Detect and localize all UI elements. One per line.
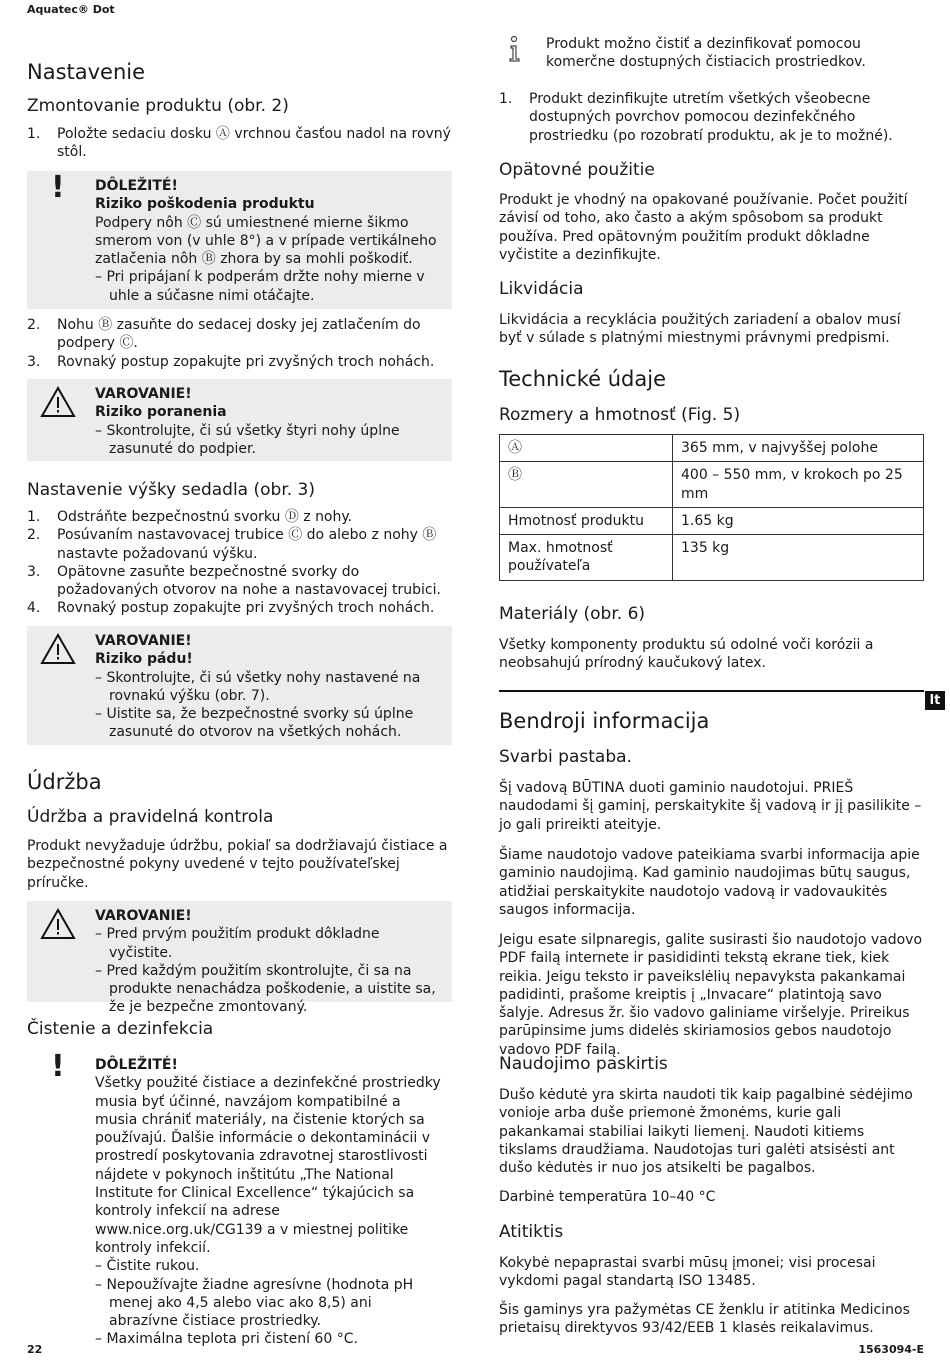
table-cell-label: Hmotnosť produktu — [500, 507, 673, 534]
notice-bullet: – Maximálna teplota pri čistení 60 °C. — [95, 1331, 358, 1348]
subheading-likvidacia: Likvidácia — [499, 279, 584, 299]
step-number: 3. — [27, 353, 41, 370]
notice-body: Všetky použité čistiace a dezinfekčné prostriedky musia byť účinné, navzájom kompatibilné a musia chrániť materiály, na čistenie ktorých sa používajú. Ďalšie informácie o dekontaminácii v prostredí poskytovania zdravotnej starostlivosti nájdete v pokynoch inštitútu „The National Institute for Clinical Excellence“ týkajúcich sa kontroly infekcií na adrese www.nice.org.uk/CG139 a v miestnej politike kontroly infekcií. — [95, 1075, 441, 1256]
info-icon — [507, 35, 523, 68]
lt-paragraph-7: Šis gaminys yra pažymėtas CE ženklu ir atitinka Medicinos prietaisų direktyvos 93/42/EEB 1 klasės reikalavimus. — [499, 1302, 910, 1337]
notice-title: VAROVANIE! — [95, 386, 192, 402]
step-text: Odstráňte bezpečnostnú svorku Ⓓ z nohy. — [57, 509, 353, 525]
warning-triangle-icon — [39, 907, 77, 946]
exclamation-icon: ! — [51, 1049, 65, 1084]
header-product-name: Aquatec® Dot — [27, 3, 115, 16]
subheading-cistenie: Čistenie a dezinfekcia — [27, 1019, 214, 1039]
materials-paragraph: Všetky komponenty produktu sú odolné voči korózii a neobsahujú prírodný kaučukový latex. — [499, 637, 874, 672]
language-tab: lt — [925, 691, 945, 710]
maintenance-paragraph: Produkt nevyžaduje údržbu, pokiaľ sa dodržiavajú čistiace a bezpečnostné pokyny uvedené v tejto používateľskej príručke. — [27, 838, 448, 891]
step-number: 2. — [27, 317, 41, 333]
warning-box-fall — [27, 626, 452, 745]
important-box-cleaning — [27, 1049, 452, 1348]
step-text: Nohu Ⓑ zasuňte do sedacej dosky jej zatlačením do podpery Ⓒ. — [57, 317, 421, 352]
disposal-paragraph: Likvidácia a recyklácia použitých zariadení a obalov musí byť v súlade s platnými miestnymi právnymi predpismi. — [499, 312, 901, 347]
list-item — [27, 563, 452, 600]
step-number: 1. — [27, 509, 41, 525]
step-text: Posúvaním nastavovacej trubice Ⓒ do alebo z nohy Ⓑ nastavte požadovanú výšku. — [57, 527, 437, 562]
step-number: 1. — [499, 91, 513, 107]
section-divider — [499, 690, 924, 692]
footer-page-number: 22 — [27, 1343, 43, 1356]
info-text: Produkt možno čistiť a dezinfikovať pomocou komerčne dostupných čistiacich prostriedkov. — [546, 36, 866, 71]
step-text: Rovnaký postup zopakujte pri zvyšných troch nohách. — [57, 353, 435, 370]
list-item — [27, 508, 452, 526]
table-cell-value: 1.65 kg — [673, 507, 924, 534]
table-cell-value: 400 – 550 mm, v krokoch po 25 mm — [673, 462, 924, 508]
step-text: Položte sedaciu dosku Ⓐ vrchnou časťou nadol na rovný stôl. — [57, 126, 451, 161]
step-number: 2. — [27, 527, 41, 544]
step-text: Produkt dezinfikujte utretím všetkých všeobecne dostupných povrchov pomocou dezinfekčného prostriedku (po rozobratí produktu, ak je to možné). — [529, 91, 893, 144]
list-item — [27, 599, 452, 617]
section-heading-udrzba: Údržba — [27, 770, 102, 794]
notice-subtitle: Riziko poškodenia produktu — [95, 196, 315, 213]
notice-bullet: – Pred prvým použitím produkt dôkladne vyčistite. — [95, 926, 380, 961]
info-note — [499, 35, 924, 72]
step-number: 4. — [27, 600, 41, 617]
table-row — [500, 507, 924, 534]
lt-paragraph-4: Dušo kėdutė yra skirta naudoti tik kaip pagalbinė sėdėjimo vonioje arba duše priemonė žmonėms, kurie gali pakankamai stabiliai laikyti liemenį. Naudoti kitiems tikslams draudžiama. Naudotojas turi galėti atsisėsti ant dušo kėdutės ir nuo jos atsikelti be pagalbos. — [499, 1087, 913, 1177]
lt-paragraph-5: Darbinė temperatūra 10–40 °C — [499, 1189, 716, 1205]
notice-title: DÔLEŽITÉ! — [95, 1057, 178, 1073]
table-cell-label: Max. hmotnosť používateľa — [500, 535, 673, 581]
footer-doc-id: 1563094-E — [858, 1343, 924, 1356]
subheading-zmontovanie: Zmontovanie produktu (obr. 2) — [27, 96, 289, 116]
table-row — [500, 535, 924, 581]
subheading-materialy: Materiály (obr. 6) — [499, 604, 646, 624]
table-cell-label: Ⓐ — [500, 435, 673, 462]
section-heading-bendroji: Bendroji informacija — [499, 709, 710, 733]
subheading-udrzba-kontrola: Údržba a pravidelná kontrola — [27, 807, 274, 827]
notice-subtitle: Riziko poranenia — [95, 404, 227, 421]
notice-bullet: – Uistite sa, že bezpečnostné svorky sú úplne zasunuté do otvorov na všetkých nohách. — [95, 706, 414, 741]
table-row — [500, 462, 924, 508]
notice-title: DÔLEŽITÉ! — [95, 178, 178, 194]
notice-bullet: – Čistite rukou. — [95, 1258, 200, 1275]
section-heading-nastavenie: Nastavenie — [27, 60, 146, 84]
table-row — [500, 435, 924, 462]
notice-body: Podpery nôh Ⓒ sú umiestnené mierne šikmo smerom von (v uhle 8°) a v prípade vertikálneho zatlačenia nôh Ⓑ zhora by sa mohli poškodiť. — [95, 214, 437, 268]
assembly-step-1 — [27, 125, 452, 162]
step-text: Rovnaký postup zopakujte pri zvyšných troch nohách. — [57, 600, 435, 617]
height-steps-list — [27, 508, 452, 618]
notice-title: VAROVANIE! — [95, 908, 192, 924]
subheading-svarbi: Svarbi pastaba. — [499, 747, 632, 767]
warning-triangle-icon — [39, 385, 77, 424]
notice-bullet: – Pri pripájaní k podperám držte nohy mierne v uhle a súčasne nimi otáčajte. — [95, 269, 425, 304]
notice-bullet: – Skontrolujte, či sú všetky nohy nastavené na rovnakú výšku (obr. 7). — [95, 669, 421, 704]
notice-bullet: – Nepoužívajte žiadne agresívne (hodnota pH menej ako 4,5 alebo viac ako 8,5) ani abrazívne čistiace prostriedky. — [95, 1276, 414, 1330]
table-cell-value: 135 kg — [673, 535, 924, 581]
exclamation-icon: ! — [51, 170, 65, 205]
important-box-damage — [27, 171, 452, 309]
step-number: 3. — [27, 563, 41, 580]
section-heading-technicke: Technické údaje — [499, 367, 666, 391]
subheading-atitiktis: Atitiktis — [499, 1222, 564, 1242]
subheading-opatovne: Opätovné použitie — [499, 160, 655, 180]
subheading-paskirtis: Naudojimo paskirtis — [499, 1054, 668, 1074]
subheading-vysky: Nastavenie výšky sedadla (obr. 3) — [27, 480, 316, 500]
disinfect-step-1 — [499, 90, 924, 145]
reuse-paragraph: Produkt je vhodný na opakované používanie. Počet použití závisí od toho, ako často a akým spôsobom sa produkt používa. Pred opätovným použitím produkt dôkladne vyčistite a dezinfikujte. — [499, 192, 908, 263]
table-cell-value: 365 mm, v najvyššej polohe — [673, 435, 924, 462]
step-text: Opätovne zasuňte bezpečnostné svorky do požadovaných otvorov na nohe a nastavovacej trubici. — [57, 563, 441, 599]
notice-bullet: – Skontrolujte, či sú všetky štyri nohy úplne zasunuté do podpier. — [95, 422, 400, 457]
lt-paragraph-6: Kokybė nepaprastai svarbi mūsų įmonei; visi procesai vykdomi pagal standartą ISO 13485. — [499, 1255, 876, 1290]
warning-box-maintenance — [27, 901, 452, 1016]
warning-triangle-icon — [39, 632, 77, 671]
notice-title: VAROVANIE! — [95, 633, 192, 649]
list-item — [27, 526, 452, 563]
step-number: 1. — [27, 126, 41, 142]
lt-paragraph-1: Šį vadovą BŪTINA duoti gaminio naudotojui. PRIEŠ naudodami šį gaminį, perskaitykite šį vadovą ir jį pasilikite – jo gali prireikti ateityje. — [499, 780, 922, 833]
assembly-steps-2-3 — [27, 316, 452, 371]
table-cell-label: Ⓑ — [500, 462, 673, 508]
lt-paragraph-2: Šiame naudotojo vadove pateikiama svarbi informacija apie gaminio naudojimą. Kad gaminio naudojimas būtų saugus, atidžiai perskaitykite naudotojo vadovą ir vadovaukitės saugos informacija. — [499, 847, 920, 918]
notice-bullet: – Pred každým použitím skontrolujte, či sa na produkte nenachádza poškodenie, a uistite sa, že je bezpečne zmontovaný. — [95, 962, 436, 1016]
dimensions-table — [499, 434, 924, 581]
lt-paragraph-3: Jeigu esate silpnaregis, galite susirasti šio naudotojo vadovo PDF failą internete ir pasididinti tekstą ekrane tiek, kiek reikia. Jeigu teksto ir paveikslėlių nepavyksta pakankamai padidinti, prašome kreiptis į „Invacare“ platintoją savo šalyje. Adresus žr. šio vadovo galiniame viršelyje. Prireikus parūpinsime jums didelės skiriamosios gebos naudotojo vadovo PDF failą. — [499, 932, 923, 1058]
subheading-rozmery: Rozmery a hmotnosť (Fig. 5) — [499, 405, 741, 425]
notice-subtitle: Riziko pádu! — [95, 651, 193, 668]
warning-box-injury — [27, 379, 452, 461]
